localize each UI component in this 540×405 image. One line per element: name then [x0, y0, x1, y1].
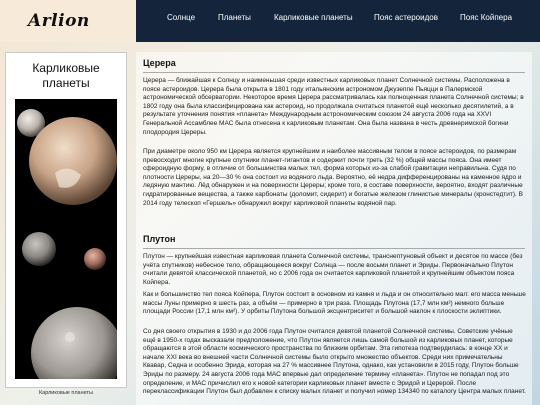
dwarf-planet-ceres — [31, 307, 117, 379]
dwarf-planet-makemake — [84, 248, 106, 270]
sidebar-title-line: планеты — [42, 76, 90, 90]
ceres-bright-spot — [65, 332, 75, 342]
main-nav — [136, 0, 540, 42]
nav-item-asteroid-belt[interactable]: Пояс астероидов — [374, 13, 438, 22]
nav-item-dwarf-planets[interactable]: Карликовые планеты — [274, 13, 353, 22]
section-heading-ceres: Церера — [143, 58, 176, 68]
header — [0, 0, 540, 42]
nav-item-kuiper-belt[interactable]: Пояс Койпера — [460, 13, 513, 22]
ceres-paragraph-1: Церера — ближайшая к Солнцу и наименьшая среди известных карликовых планет Солнечной системы. Расположена в поясе астероидов. Церера была открыта в 1801 году итальянским астрономом Джузеппе Пьяцци в Палермской астрономической обсерватории. Некоторое время Церера рассматривалась как полноценная планета Солнечной системы; в 1802 году она была классифицирована как астероид, но продолжала считаться планетой ещё несколько десятилетий, а в результате уточнения понятия «планета» Международным астрономическим союзом 24 августа 2006 года на XXVI Генеральной Ассамблее МАС была отнесена к карликовым планетам. Она была названа в честь древнеримской богини плодородия Цереры. — [143, 77, 524, 136]
main-content — [136, 52, 532, 405]
pluto-paragraph-1: Плутон — крупнейшая известная карликовая планета Солнечной системы, транснептуновый объект и десятое по массе (без учёта спутников) небесное тело, обращающееся вокруг Солнца — после восьми планет и Эриды. Первоначально Плутон считали девятой классической планетой, но с 2006 года он считается карликовой планетой и крупнейшим объектом пояса Койпера. — [143, 253, 523, 286]
pluto-paragraph-3: Со дня своего открытия в 1930 и до 2006 года Плутон считался девятой планетой Солнечной системы. Советские учёные ещё в 1950-х годах высказали предположение, что Плутон является лишь самой большой из карликовых планет, которые обращаются в этой области космического пространства по близким орбитам. Эта гипотеза подтвердилась: в конце XX и начале XXI века во внешней части Солнечной системы было открыто множество объектов. Среди них примечательны Квавар, Седна и особенно Эрида, которая на 27 % массивнее Плутона, однако, как установили в 2015 году, Плутон больше Эриды по размеру. 24 августа 2006 года МАС впервые дал определение термину «планета». Плутон не попадал под это определение, и МАС причислил его к новой категории карликовых планет вместе с Эридой и Церерой. После переклассификации Плутон был добавлен к списку малых планет и получил номер 134340 по каталогу Центра малых планет. — [143, 328, 526, 396]
section-heading-pluto: Плутон — [143, 234, 176, 244]
sidebar-title — [6, 61, 126, 91]
nav-item-sun[interactable]: Солнце — [167, 13, 196, 22]
ceres-paragraph-2: При диаметре около 950 км Церера является крупнейшим и наиболее массивным телом в поясе астероидов, по размерам превосходит многие крупные спутники планет-гигантов и содержит почти треть (32 %) общей массы пояса. Она имеет сфероидную форму, в отличие от большинства малых тел, форма которых из-за слабой гравитации неправильна. Судя по плотности Цереры, на 20—30 % она состоит из водяного льда. Вероятно, её недра дифференцированы на каменное ядро и ледяную мантию. Лёд обнаружен и на поверхности Цереры; кроме того, в составе поверхности, вероятно, входят различные гидратированные вещества, а также карбонаты (доломит, сидерит) и богатые железом глинистые минералы (кронстедтит). В 2014 году телескоп «Гершель» обнаружил вокруг карликовой планеты водяной пар. — [143, 148, 523, 207]
dwarf-planets-image — [15, 99, 117, 379]
divider — [143, 72, 525, 73]
sidebar-card — [5, 52, 127, 388]
site-logo[interactable]: Arlion — [28, 11, 90, 31]
dwarf-planet-pluto — [29, 117, 117, 205]
image-caption: Карликовые планеты — [38, 390, 94, 396]
logo-area[interactable] — [0, 0, 136, 42]
dwarf-planets-illustration — [15, 99, 117, 379]
divider — [143, 248, 525, 249]
dwarf-planet-haumea — [22, 232, 56, 266]
nav-item-planets[interactable]: Планеты — [218, 13, 251, 22]
sidebar-title-line: Карликовые — [32, 61, 100, 75]
pluto-paragraph-2: Как и большинство тел пояса Койпера, Плутон состоит в основном из камня и льда и он относительно мал: его масса меньше массы Луны примерно в шесть раз, а объём — примерно в три раза. Площадь Плутона (17,7 млн км²) немного больше площади России (17,1 млн км²). У орбиты Плутона большой эксцентриситет и большой наклон к плоскости эклиптики. — [143, 291, 526, 316]
